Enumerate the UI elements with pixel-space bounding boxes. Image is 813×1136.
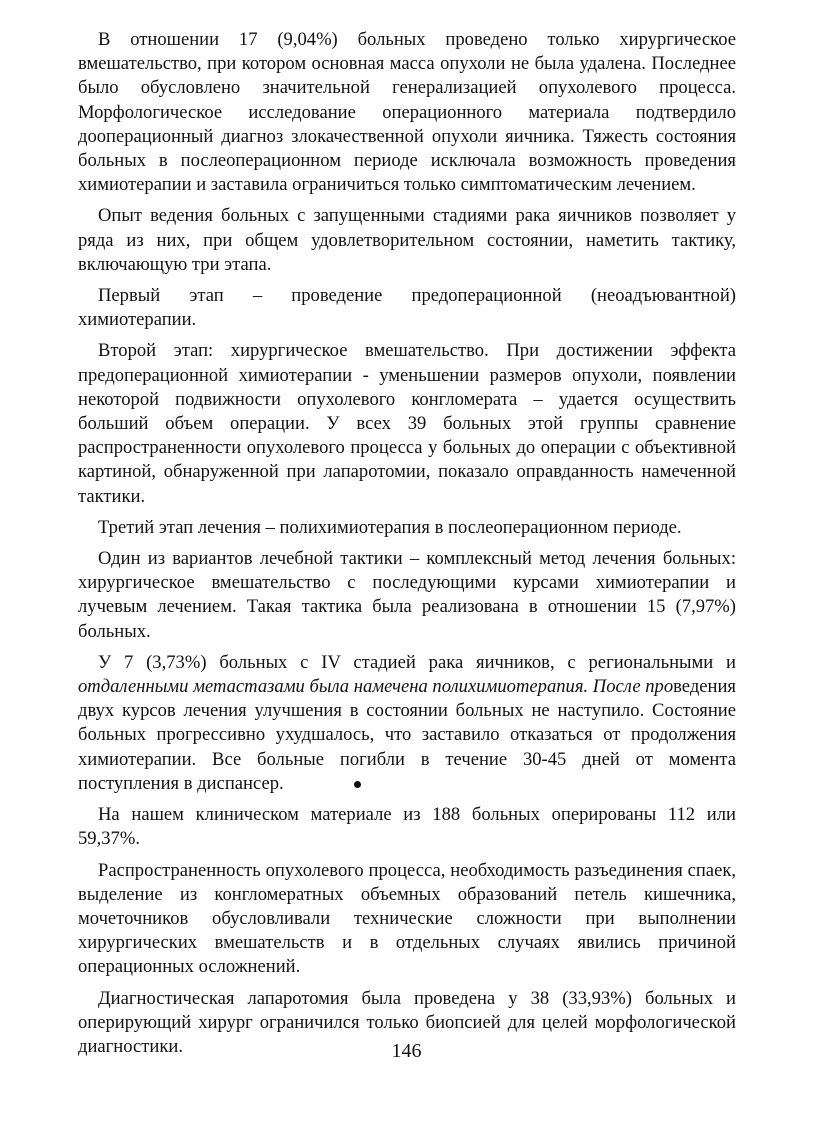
paragraph-1: В отношении 17 (9,04%) больных проведено только хирургическое вмешательство, при котором основная масса опухоли не была удалена. Последнее было обусловлено значительной генерализацией опухолевого процесса. Морфологическое исследование операционного материала подтвердило дооперационный диагноз злокачественной опухоли яичника. Тяжесть состояния больных в послеоперационном периоде исключала возможность проведения химиотерапии и заставила ограничиться только симптоматическим лечением.: [78, 29, 736, 196]
paragraph-10: Диагностическая лапаротомия была проведена у 38 (33,93%) больных и оперирующий хирург ограничился только биопсией для целей морфологической диагностики.: [78, 987, 736, 1057]
page-body: [78, 28, 736, 1066]
paragraph-7-italic: отдаленными метастазами была намечена полихимиотерапия. После про: [78, 676, 674, 698]
paragraph-5: Третий этап лечения – полихимиотерапия в послеоперационном периоде.: [98, 516, 682, 538]
paragraph-3: Первый этап – проведение предоперационной (неоадъювантной) химиотерапии.: [78, 285, 736, 331]
page-number: 146: [391, 1040, 422, 1062]
paragraph-7: [78, 651, 736, 796]
paragraph-7-start: У 7 (3,73%) больных с IV стадией рака яичников, с региональными и: [98, 651, 736, 673]
paragraph-6: Один из вариантов лечебной тактики – комплексный метод лечения больных: хирургическое вмешательство с последующими курсами химиотерапии и лучевым лечением. Такая тактика была реализована в отношении 15 (7,97%) больных.: [78, 548, 736, 642]
paragraph-9: Распространенность опухолевого процесса, необходимость разъединения спаек, выделение из конгломератных объемных образований петель кишечника, мочеточников обусловливали технические сложности при выполнении хирургических вмешательств и в отдельных случаях явились причиной операционных осложнений.: [78, 859, 736, 978]
paragraph-2: Опыт ведения больных с запущенными стадиями рака яичников позволяет у ряда из них, при общем удовлетворительном состоянии, наметить тактику, включающую три этапа.: [78, 205, 736, 275]
paragraph-8: На нашем клиническом материале из 188 больных оперированы 112 или 59,37%.: [78, 804, 736, 850]
paragraph-7-end: ведения двух курсов лечения улучшения в состоянии больных не наступило. Состояние больных прогрессивно ухудшалось, что заставило отказаться от продолжения химиотерапии. Все больные погибли в течение 30-45 дней от момента поступления в диспансер.: [78, 676, 736, 794]
ink-dot-mark: [354, 781, 361, 788]
paragraph-4: Второй этап: хирургическое вмешательство. При достижении эффекта предоперационной химиотерапии - уменьшении размеров опухоли, появлении некоторой подвижности опухолевого конгломерата – удается осуществить больший объем операции. У всех 39 больных этой группы сравнение распространенности опухолевого процесса у больных до операции с объективной картиной, обнаруженной при лапаротомии, показало оправданность намеченной тактики.: [78, 340, 736, 507]
